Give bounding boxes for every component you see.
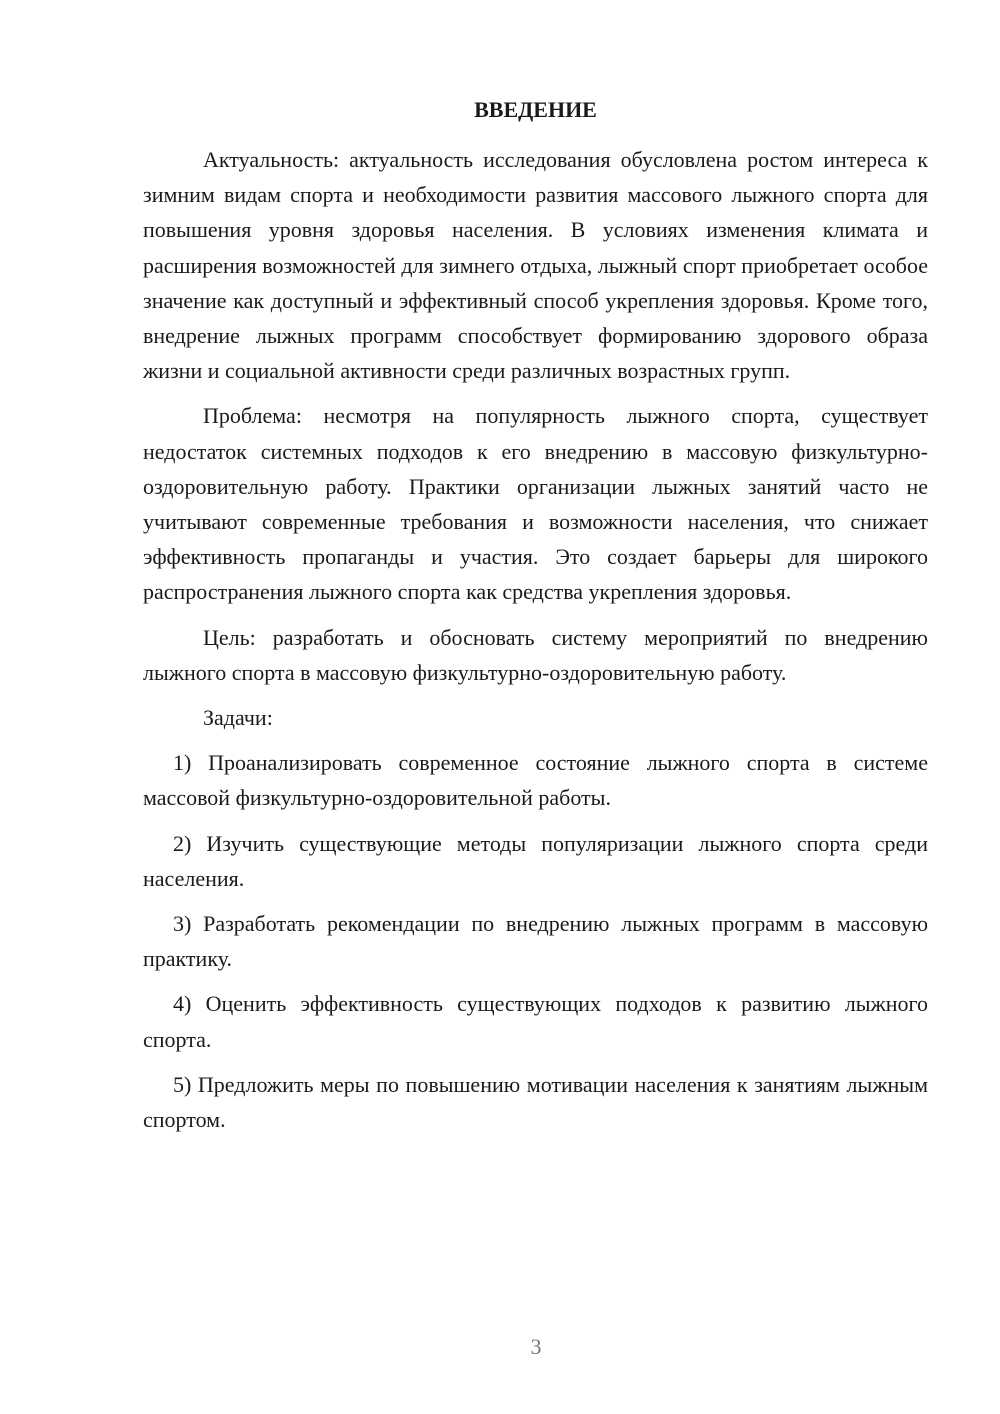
paragraph-problem: Проблема: несмотря на популярность лыжного спорта, существует недостаток системных подходов к его внедрению в массовую физкультурно-оздоровительную работу. Практики организации лыжных занятий часто не учитывают современные требования и возможности населения, что снижает эффективность пропаганды и участия. Это создает барьеры для широкого распространения лыжного спорта как средства укрепления здоровья. bbox=[143, 403, 928, 605]
paragraph-goal: Цель: разработать и обосновать систему мероприятий по внедрению лыжного спорта в массовую физкультурно-оздоровительную работу. bbox=[143, 624, 928, 685]
tasks-label: Задачи: bbox=[203, 705, 273, 731]
task-item: 3) Разработать рекомендации по внедрению лыжных программ в массовую практику. bbox=[143, 911, 928, 972]
task-item: 2) Изучить существующие методы популяризации лыжного спорта среди населения. bbox=[143, 830, 928, 891]
section-heading: ВВЕДЕНИЕ bbox=[474, 97, 597, 122]
task-item: 5) Предложить меры по повышению мотивации населения к занятиям лыжным спортом. bbox=[143, 1071, 928, 1133]
paragraph-relevance: Актуальность: актуальность исследования обусловлена ростом интереса к зимним видам спорта и необходимости развития массового лыжного спорта для повышения уровня здоровья населения. В условиях изменения климата и расширения возможностей для зимнего отдыха, лыжный спорт приобретает особое значение как доступный и эффективный способ укрепления здоровья. Кроме того, внедрение лыжных программ способствует формированию здорового образа жизни и социальной активности среди различных возрастных групп. bbox=[143, 147, 928, 384]
page-number: 3 bbox=[530, 1334, 542, 1359]
task-item: 4) Оценить эффективность существующих подходов к развитию лыжного спорта. bbox=[143, 991, 928, 1052]
task-item: 1) Проанализировать современное состояние лыжного спорта в системе массовой физкультурно-оздоровительной работы. bbox=[143, 750, 928, 811]
page-content bbox=[143, 92, 928, 1147]
